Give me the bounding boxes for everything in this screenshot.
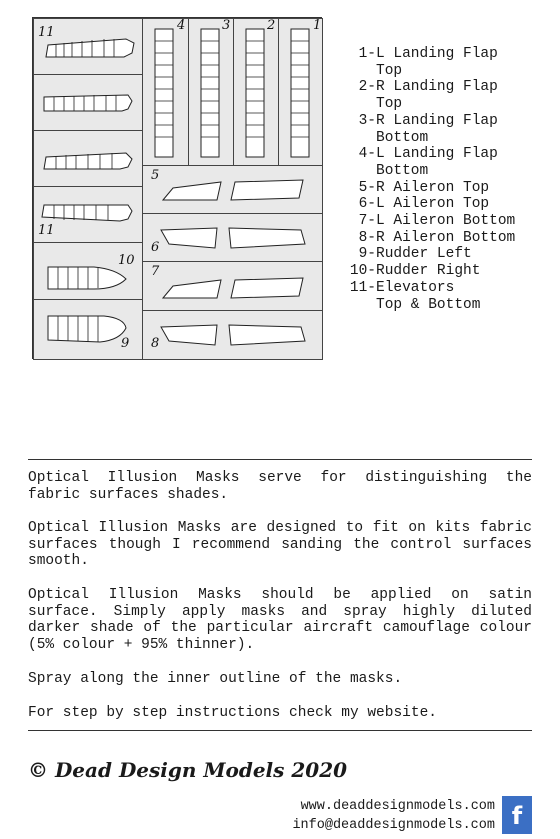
legend-indent xyxy=(345,297,376,314)
legend-item xyxy=(345,230,555,247)
legend-item xyxy=(345,46,555,63)
rudder-mask-shape xyxy=(34,243,142,299)
legend-item-continuation xyxy=(345,130,555,147)
mask-cell-aileron-7 xyxy=(142,261,323,311)
legend-number: 8- xyxy=(358,229,376,246)
paragraph-2: Optical Illusion Masks are designed to fit on kits fabric surfaces though I recommend sanding the control surfaces smooth. xyxy=(28,520,532,569)
part-number: 8 xyxy=(151,336,160,351)
elevator-mask-shape xyxy=(34,75,142,130)
mask-cell-aileron-8 xyxy=(142,310,323,360)
mask-cell-aileron-5 xyxy=(142,165,323,214)
legend-item-continuation xyxy=(345,163,555,180)
paragraph-5: For step by step instructions check my website. xyxy=(28,705,437,721)
legend-indent xyxy=(345,163,376,180)
facebook-icon[interactable]: f xyxy=(502,796,532,834)
legend-label-line2: Top & Bottom xyxy=(376,296,481,313)
legend-item xyxy=(345,146,555,163)
legend-number: 9- xyxy=(358,246,376,263)
part-number: 9 xyxy=(121,336,130,351)
legend-number: 3- xyxy=(358,112,376,129)
legend-item xyxy=(345,79,555,96)
legend-label: R Landing Flap xyxy=(376,79,498,96)
legend-label-line2: Bottom xyxy=(376,162,429,179)
legend-number: 5- xyxy=(358,179,376,196)
flap-mask-shape xyxy=(189,19,233,165)
legend-item xyxy=(345,263,555,280)
legend-item-continuation xyxy=(345,63,555,80)
legend-label: R Aileron Top xyxy=(376,179,490,196)
legend-label-line2: Bottom xyxy=(376,129,429,146)
flap-mask-shape xyxy=(234,19,278,165)
divider-bottom xyxy=(28,730,532,731)
aileron-mask-shape xyxy=(143,262,322,310)
divider-top xyxy=(28,459,532,460)
legend-item xyxy=(345,196,555,213)
legend-number: 6- xyxy=(358,196,376,213)
mask-cell-flap-4 xyxy=(142,18,189,166)
legend-label: Elevators xyxy=(376,279,455,296)
brand-copyright: © Dead Design Models 2020 xyxy=(28,758,348,782)
aileron-mask-shape xyxy=(143,166,322,213)
legend-label: L Aileron Bottom xyxy=(376,213,516,230)
legend-item xyxy=(345,180,555,197)
flap-mask-shape xyxy=(279,19,322,165)
part-number: 7 xyxy=(151,264,160,279)
part-number: 2 xyxy=(267,18,276,33)
legend-number: 4- xyxy=(358,146,376,163)
contact-block xyxy=(292,797,495,835)
legend-label: L Landing Flap xyxy=(376,46,498,62)
paragraph-4: Spray along the inner outline of the masks. xyxy=(28,671,403,687)
part-number: 10 xyxy=(118,253,135,268)
legend-label-line2: Top xyxy=(376,96,403,113)
legend-item xyxy=(345,280,555,297)
legend-indent xyxy=(345,96,376,113)
legend-number: 2- xyxy=(358,79,376,96)
part-number: 1 xyxy=(313,18,322,33)
parts-legend xyxy=(345,46,555,313)
elevator-mask-shape xyxy=(34,131,142,186)
mask-cell-flap-2 xyxy=(233,18,279,166)
legend-label: R Aileron Bottom xyxy=(376,229,516,246)
aileron-mask-shape xyxy=(143,311,322,359)
legend-indent xyxy=(345,130,376,147)
legend-label-line2: Top xyxy=(376,62,403,79)
legend-label: L Aileron Top xyxy=(376,196,490,213)
legend-item xyxy=(345,113,555,130)
aileron-mask-shape xyxy=(143,214,322,261)
paragraph-3: Optical Illusion Masks should be applied on satin surface. Simply apply masks and spray highly diluted darker shade of the particular aircraft camouflage colour (5% colour + 95% thinner). xyxy=(28,587,532,653)
mask-cell-elevator-3 xyxy=(33,130,143,187)
part-number: 5 xyxy=(151,168,160,183)
legend-number: 10- xyxy=(349,263,376,280)
mask-cell-aileron-6 xyxy=(142,213,323,262)
legend-item xyxy=(345,246,555,263)
part-number: 11 xyxy=(38,25,55,40)
website-link[interactable]: www.deaddesignmodels.com xyxy=(300,799,495,814)
legend-item-continuation xyxy=(345,96,555,113)
mask-cell-flap-3 xyxy=(188,18,234,166)
mask-cell-elevator-2 xyxy=(33,74,143,131)
mask-sheet xyxy=(32,17,322,359)
legend-item xyxy=(345,213,555,230)
legend-number: 1- xyxy=(358,46,376,62)
paragraph-1: Optical Illusion Masks serve for distinguishing the fabric surfaces shades. xyxy=(28,470,532,503)
legend-label: R Landing Flap xyxy=(376,112,498,129)
mask-cell-flap-1 xyxy=(278,18,323,166)
flap-mask-shape xyxy=(143,19,188,165)
part-number: 4 xyxy=(177,18,186,33)
part-number: 6 xyxy=(151,240,160,255)
legend-label: L Landing Flap xyxy=(376,146,498,163)
part-number: 3 xyxy=(222,18,231,33)
email-link[interactable]: info@deaddesignmodels.com xyxy=(292,818,495,833)
legend-indent xyxy=(345,63,376,80)
legend-number: 7- xyxy=(358,213,376,230)
legend-number: 11- xyxy=(349,279,376,296)
legend-item-continuation xyxy=(345,297,555,314)
mask-cell-rudder-10 xyxy=(33,242,143,300)
legend-label: Rudder Left xyxy=(376,246,472,263)
legend-label: Rudder Right xyxy=(376,263,481,280)
part-number: 11 xyxy=(38,223,55,238)
